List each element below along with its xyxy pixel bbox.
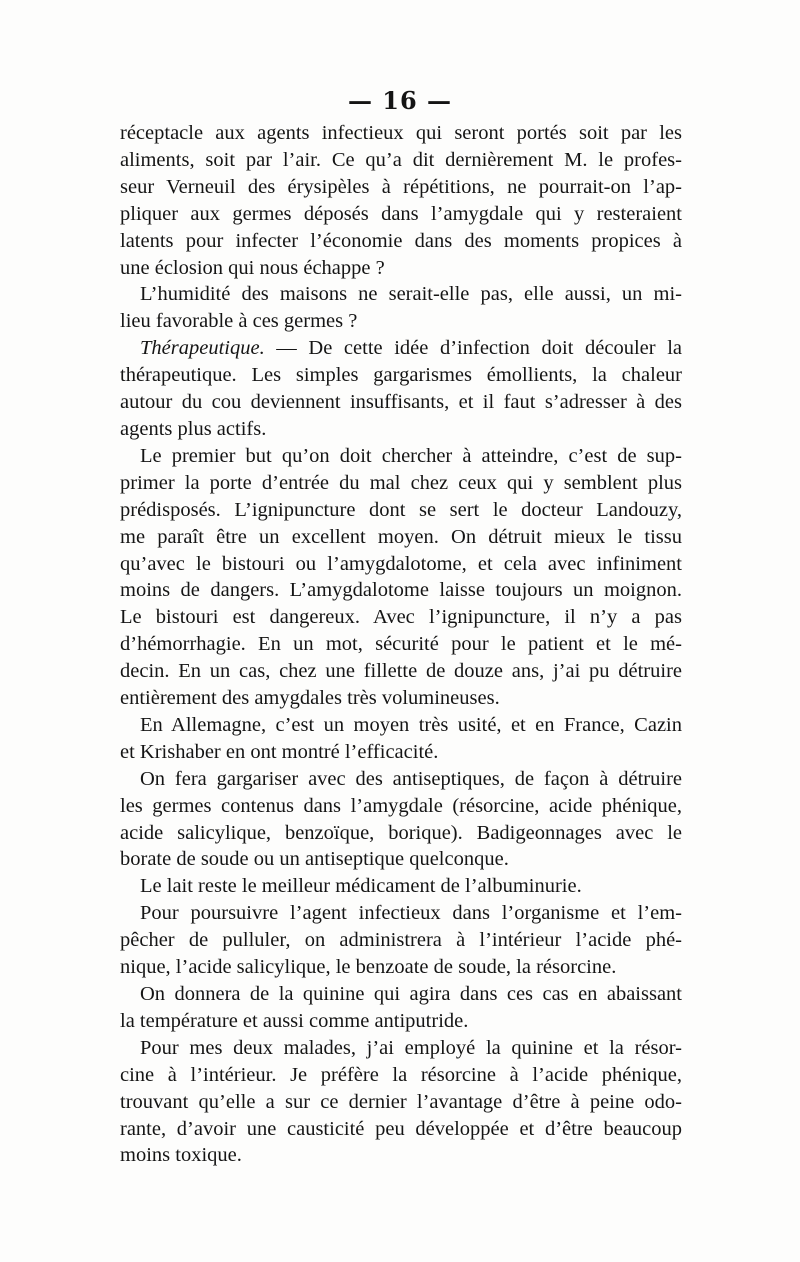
text-line: Le premier but qu’on doit chercher à atteindre, c’est de sup- — [140, 444, 682, 467]
text-line: qu’avec le bistouri ou l’amygdalotome, et cela avec infiniment — [120, 552, 682, 575]
text-line: cine à l’intérieur. Je préfère la résorcine à l’acide phénique, — [120, 1063, 682, 1086]
text-line: moins toxique. — [120, 1144, 242, 1167]
text-line: réceptacle aux agents infectieux qui seront portés soit par les — [120, 122, 682, 144]
text-line: Le bistouri est dangereux. Avec l’ignipuncture, il n’y a pas — [120, 606, 682, 629]
text-line: trouvant qu’elle a sur ce dernier l’avantage d’être à peine odo- — [120, 1090, 682, 1113]
text-line: me paraît être un excellent moyen. On détruit mieux le tissu — [120, 525, 682, 548]
text-line: autour du cou deviennent insuffisants, et il faut s’adresser à des — [120, 391, 682, 414]
text-line: la température et aussi comme antiputride. — [120, 1009, 469, 1032]
text-line — [120, 335, 682, 362]
paragraph — [120, 335, 682, 443]
text-line: pêcher de pulluler, on administrera à l’intérieur l’acide phé- — [120, 929, 682, 952]
paragraph — [120, 981, 682, 1035]
text-line: primer la porte d’entrée du mal chez ceux qui y semblent plus — [120, 471, 682, 494]
text-line: une éclosion qui nous échappe ? — [120, 256, 385, 279]
text-line: moins de dangers. L’amygdalotome laisse toujours un moignon. — [120, 579, 682, 602]
text-line: prédisposés. L’ignipuncture dont se sert le docteur Landouzy, — [120, 498, 682, 521]
text-line: En Allemagne, c’est un moyen très usité, et en France, Cazin — [140, 713, 682, 736]
text-line: pliquer aux germes déposés dans l’amygdale qui y resteraient — [120, 202, 682, 225]
text-line: rante, d’avoir une causticité peu développée et d’être beaucoup — [120, 1117, 682, 1140]
text-line: L’humidité des maisons ne serait-elle pas, elle aussi, un mi- — [140, 283, 682, 306]
text-line: thérapeutique. Les simples gargarismes émollients, la chaleur — [120, 364, 682, 387]
text-line: agents plus actifs. — [120, 417, 267, 440]
paragraph — [120, 281, 682, 335]
paragraph — [120, 766, 682, 874]
paragraph — [120, 873, 682, 900]
text-line: lieu favorable à ces germes ? — [120, 310, 358, 333]
text-line: les germes contenus dans l’amygdale (résorcine, acide phénique, — [120, 794, 682, 817]
text-line: Pour mes deux malades, j’ai employé la quinine et la résor- — [140, 1036, 682, 1059]
line-text: — De cette idée d’infection doit découler la — [264, 337, 682, 360]
body-text — [120, 120, 682, 1169]
paragraph — [120, 900, 682, 981]
text-line: nique, l’acide salicylique, le benzoate de soude, la résorcine. — [120, 956, 617, 979]
paragraph — [120, 443, 682, 712]
text-line: Le lait reste le meilleur médicament de l’albuminurie. — [140, 875, 582, 898]
text-line: On donnera de la quinine qui agira dans ces cas en abaissant — [140, 983, 682, 1005]
text-line: On fera gargariser avec des antiseptiques, de façon à détruire — [140, 767, 682, 790]
paragraph — [120, 120, 682, 281]
text-line: d’hémorrhagie. En un mot, sécurité pour le patient et le mé- — [120, 633, 682, 656]
text-line: Pour poursuivre l’agent infectieux dans l’organisme et l’em- — [140, 902, 682, 925]
section-heading: Thérapeutique. — [140, 337, 265, 360]
paragraph — [120, 712, 682, 766]
text-line: borate de soude ou un antiseptique quelconque. — [120, 848, 509, 871]
text-line: seur Verneuil des érysipèles à répétitions, ne pourrait-on l’ap- — [120, 175, 682, 198]
text-line: entièrement des amygdales très volumineuses. — [120, 687, 500, 710]
text-line: aliments, soit par l’air. Ce qu’a dit dernièrement M. le profes- — [120, 148, 682, 171]
text-line: et Krishaber en ont montré l’efficacité. — [120, 740, 439, 763]
text-line: latents pour infecter l’économie dans des moments propices à — [120, 229, 682, 252]
paragraph — [120, 1035, 682, 1170]
text-line: decin. En un cas, chez une fillette de douze ans, j’ai pu détruire — [120, 660, 682, 683]
text-line: acide salicylique, benzoïque, borique). Badigeonnages avec le — [120, 821, 682, 844]
page-number: — 16 — — [347, 86, 453, 115]
